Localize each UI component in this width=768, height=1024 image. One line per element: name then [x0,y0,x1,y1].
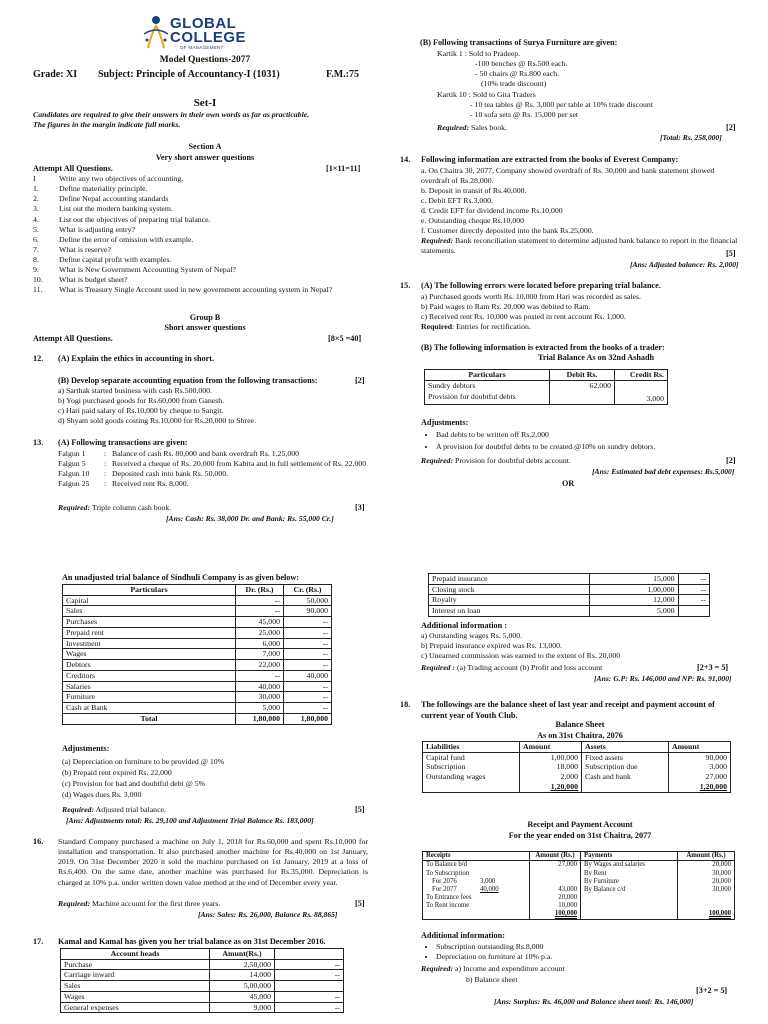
surya-line: (10% trade discount) [481,79,547,89]
question-item: 2. Define Nepal accounting standards [33,194,169,204]
full-marks-label: F.M.:75 [326,69,359,80]
section-a-title: Section A [188,142,222,151]
table-row: Debtors 22,000 -- [63,660,332,671]
q13-item: Falgun 1 : Balance of cash Rs. 80,000 and bank overdraft Rs. 1,25,000 [58,449,300,458]
q16-text: Standard Company purchased a machine on July 1, 2018 for Rs.60,000 and spent Rs.10,000 for installation and transportation. It also purchased another machine for Rs.40,000 on 1st January, 2019. On 31st December 2020 it sold the machine purchased on 1st January, 2019 at a loss of Rs.6,400. On the same date, another machine was purchased for Rs.35,000. Depreciation is charged at 10% p.a. under written down value method at the end of December every year. [58,837,368,887]
q15-item: a) Purchased goods worth Rs. 10,000 from Hari was recorded as sales. [421,292,641,301]
instructions [33,110,368,130]
tb-header: Particulars [425,370,550,381]
q14-number: 14. [400,155,411,164]
surya-lines [437,49,653,120]
table-row: Prepaid insurance 15,000 -- [429,574,710,585]
sindhuli-header: Dr. (Rs.) [236,585,284,596]
table-row: Closing stock 1,00,000 -- [429,584,710,595]
sindhuli-marks: [5] [355,805,365,814]
question-item: 5. What is adjusting entry? [33,224,136,234]
tb-header: Credit Rs. [615,370,668,381]
set-label: Set-I [193,97,217,109]
table-row: Cash at Bank 5,000 -- [63,703,332,714]
q13-part-a: (A) Following transactions are given: [58,438,188,447]
rp-header: Payments [581,852,678,861]
additional-item: • Subscription outstanding Rs.8,000 [436,942,552,952]
q17-title: Kamal and Kamal has given you her trial balance as on 31st December 2016. [58,937,326,946]
q13-answer: [Ans: Cash: Rs. 38,000 Dr. and Bank: Rs. 55,000 Cr.] [166,514,334,523]
q12-item: b) Yogi purchased goods for Rs.60,000 from Ganesh. [58,396,225,406]
q13-item: Falgun 5 : Received a cheque of Rs. 20,000 from Kabita and in full settlement of Rs. 22,000 [58,459,367,469]
question-item: 4. List out the objectives of preparing trial balance. [33,214,211,224]
instruction-line: Candidates are required to give their answers in their own words as far as practicable. [33,110,310,119]
table-row: 1,20,000 1,20,000 [423,782,731,793]
table-row: Purchase 2,50,000 -- [61,959,344,970]
logo-line-2: COLLEGE [170,29,247,46]
table-row: Investment 6,000 -- [63,638,332,649]
page-title: Model Questions-2077 [159,55,251,65]
group-b-attempt: Attempt All Questions. [33,334,113,343]
table-row: Carriage inward 14,000 -- [61,970,344,981]
q12-list [58,386,256,427]
additional-item: c) Unearned commission was earned to the extent of Rs. 20,000 [421,651,621,661]
bs-header: Assets [582,742,669,753]
table-row: Wages 7,000 -- [63,649,332,660]
section-a-subtitle: Very short answer questions [155,153,255,162]
adjustment-item: • A provision for doubtful debts to be created @10% on sundry debtors. [436,442,655,452]
q13-required: Required: Triple column cash book. [58,503,172,512]
surya-line: Kartik 1 : Sold to Pradeep. [437,49,521,58]
surya-marks: [2] [726,123,736,132]
logo-line-3: OF MANAGEMENT [180,45,224,50]
table-row: Furniture 30,000 -- [63,692,332,703]
q15-item: c) Received rent Rs. 10,000 was posted in rent account Rs. 1,000. [421,312,626,322]
bs-header: Amount [520,742,582,753]
adjustment-item: (a) Depreciation on furniture to be provided @ 10% [62,757,225,766]
q15-marks: [2] [726,456,736,465]
sindhuli-header: Particulars [63,585,236,596]
q14-required-label: Required: [421,235,454,245]
sindhuli-header: Cr. (Rs.) [284,585,332,596]
q18-required-b: b) Balance sheet [466,975,518,984]
cont-answer: [Ans: G.P: Rs. 146,000 and NP: Rs. 91,000] [594,674,732,683]
bs-header: Liabilities [423,742,520,753]
or-label: OR [562,479,575,488]
q15-number: 15. [400,281,411,290]
surya-title: (B) Following transactions of Surya Furniture are given: [420,38,618,47]
adjustment-item: (c) Provision for bad and doubtful debt @ 5% [62,778,206,788]
q14-list [421,166,739,256]
balance-sheet-date: As on 31st Chaitra, 2076 [537,731,623,740]
q14-item: e. Outstanding cheque Rs.10,000 [421,215,525,225]
continued-trial-table [428,573,710,617]
receipt-payment-date: For the year ended on 31st Chaitra, 2077 [508,831,652,840]
q14-required-text: Bank reconciliation statement to determine adjusted bank balance to report in the financial statements. [421,235,738,255]
surya-line: -100 benches @ Rs.500 each. [475,59,568,69]
q18-marks: [3+2 = 5] [696,986,728,995]
q12-item: a) Sarthak started business with cash Rs.500,000. [58,386,212,395]
college-logo [144,14,254,52]
question-item: 1. Define materiality principle. [33,184,148,194]
receipt-payment-table [422,851,735,920]
section-a-list [33,174,368,296]
bs-header: Amount [669,742,731,753]
sindhuli-answer: [Ans: Adjustments total: Rs. 29,100 and Adjustment Trial Balance Rs. 183,000] [66,816,314,825]
q12-number: 12. [33,354,44,363]
q18-answer: [Ans: Surplus: Rs. 46,000 and Balance sheet total: Rs. 146,000] [494,997,694,1006]
q18-number: 18. [400,700,411,709]
table-row: Sales 5,00,000 [61,981,344,992]
q17-header: Account heads [61,949,210,960]
q14-item: b. Deposit in transit of Rs.40,000. [421,185,527,195]
group-b-subtitle: Short answer questions [164,323,246,332]
q12-marks: [2] [355,376,365,385]
adjustment-item: • Bad debts to be written off Rs.2,000 [436,430,655,440]
table-row: Creditors -- 40,000 [63,670,332,681]
surya-line: - 50 chairs @ Rs.800 each. [475,69,560,79]
rp-header: Receipts [423,852,530,861]
q15-required-label: Required [421,322,453,332]
question-item: 8. Define capital profit with examples. [33,255,172,264]
table-row: Provision for doubtful debts 3,000 [425,390,668,404]
cont-additional [421,631,620,661]
balance-sheet-table [422,741,731,793]
q14-item: a. On Chaitra 30, 2077, Company showed overdraft of Rs. 30,000 and bank statement showed overdraft of Rs.28,000. [421,166,715,185]
rp-header: Amount (Rs.) [530,852,581,861]
tb-header: Debit Rs. [550,370,615,381]
additional-item: a) Outstanding wages Rs. 5,000. [421,631,523,640]
additional-item: b) Prepaid insurance expired was Rs. 13,000. [421,641,562,651]
question-item: 10. What is budget sheet? [33,275,128,285]
q18-title: The followings are the balance sheet of last year and receipt and payment account of current year of Youth Club. [421,700,715,720]
table-row: Purchases 45,000 -- [63,617,332,628]
subject-label: Subject: Principle of Accountancy-I (1031) [98,69,280,80]
table-row: General expenses 9,000 -- [61,1002,344,1013]
q13-item: Falgun 10 : Deposited cash into bank Rs. 50,000. [58,469,229,479]
q13-list [58,449,370,490]
table-row: Salaries 40,000 -- [63,681,332,692]
rp-header: Amount (Rs.) [678,852,735,861]
table-total-row: Total 1,80,000 1,80,000 [63,713,332,724]
instruction-line: The figures in the margin indicate full marks. [33,120,181,130]
group-b-marks: [8×5 =40] [328,334,362,343]
q13-marks: [3] [355,503,365,512]
adjustment-item: (b) Prepaid rent expired Rs. 22,000 [62,767,172,777]
table-row: To Balance b/d To Subscription For 2076 3,000 For 2077 40,000 To Entrance fees To Rent income 27,000 43,000 20,000 10,000 By Wages and salaries By Rent By Furniture By Balance c/d 20,000 30,000 20,000 30,000 [423,861,735,910]
q15-part-a: (A) The following errors were located before preparing trial balance. [421,281,661,290]
question-item: 3. List out the modern banking system. [33,204,173,214]
q18-additional [422,942,552,962]
sindhuli-table [62,584,332,725]
q16-marks: [5] [355,899,365,908]
trial-balance-title: Trial Balance As on 32nd Ashadh [538,353,655,362]
additional-item: • Depreciation on furniture at 10% p.a. [436,952,552,962]
table-row: Sales -- 90,000 [63,606,332,617]
q13-item: Falgun 25 : Received rent Rs. 8,000. [58,479,189,489]
table-row: Capital fund Subscription Outstanding wages 1,00,000 18,000 2,000 Fixed assets Subscription due Cash and bank 90,000 3,000 27,000 [423,752,731,782]
q17-header: Amunt(Rs.) [210,949,275,960]
q15-item: b) Paid wages to Ram Rs. 20,000 was debited to Ram. [421,302,591,312]
surya-total: [Total: Rs. 258,000] [660,133,722,142]
sindhuli-adjustments [62,757,224,801]
receipt-payment-title: Receipt and Payment Account [527,820,633,829]
q17-number: 17. [33,937,44,946]
table-row: Prepaid rent 25,000 -- [63,627,332,638]
q12-item: d) Shyam sold goods costing Rs.10,000 for Rs.20,000 to Shree. [58,416,256,426]
q16-number: 16. [33,837,44,846]
table-row: Sundry debtors 62,000 [425,380,668,390]
q14-item: d. Credit EFT for dividend income Rs.10,000 [421,205,563,215]
surya-line: Kartik 10 : Sold to Gita Traders [437,89,536,99]
q15-part-b: (B) The following information is extracted from the books of a trader: [421,343,665,352]
section-a-attempt: Attempt All Questions. [33,164,113,173]
cont-required: Required : (a) Trading account (b) Profit and loss account [421,663,603,672]
sindhuli-adjustments-title: Adjustments: [62,744,110,753]
q16-answer: [Ans: Sales: Rs. 26,000, Balance Rs. 88,865] [198,910,338,919]
table-row: Capital -- 50,000 [63,595,332,606]
q15-answer: [Ans: Estimated bad debt expenses: Rs.5,000] [592,467,735,476]
table-row: Interest on loan 5,000 [429,606,710,617]
cont-additional-title: Additional information : [421,621,507,630]
q15-adjustments-title: Adjustments: [421,418,469,427]
q14-marks: [5] [726,249,736,258]
q15-required2: Required: Provision for doubtful debts account. [421,456,571,465]
question-item: 7. What is reserve? [33,244,111,254]
section-a-marks: [1×11=11] [326,164,361,173]
adjustment-item: (d) Wages dues Rs. 3,000 [62,789,142,799]
table-row: 100,000 100,000 [423,910,735,919]
q15-required-text: : Entries for rectification. [452,322,531,332]
q18-required: Required: a) Income and expenditure account [421,964,565,973]
table-row: Royalty 12,000 -- [429,595,710,606]
q14-answer: [Ans: Adjusted balance: Rs. 2,000] [630,260,739,269]
question-item: 11. What is Treasury Single Account used in new government accounting system in Nepal? [33,285,333,295]
q13-number: 13. [33,438,44,447]
q14-item: f. Customer directly deposited into the bank Rs.25,000. [421,225,594,235]
q17-table [60,948,344,1013]
trial-balance-table [424,369,668,405]
question-item: I Write any two objectives of accounting. [33,174,184,183]
q12-item: c) Hari paid salary of Rs.10,000 by cheque to Sangit. [58,406,224,416]
table-row: Wages 45,000 -- [61,991,344,1002]
q15-adjustments [422,430,655,452]
logo-line-1: GLOBAL [170,15,237,32]
question-item: 9. What is New Government Accounting System of Nepal? [33,265,236,275]
q15-list [421,292,641,333]
cont-marks: [2+3 = 5] [697,663,729,672]
question-item: 6. Define the error of omission with example. [33,234,194,244]
grade-label: Grade: XI [33,69,78,80]
group-b-title: Group B [189,313,221,322]
q16-required: Required: Machine account for the first three years. [58,899,221,908]
q12-part-a: (A) Explain the ethics in accounting in short. [58,354,215,363]
q12-part-b: (B) Develop separate accounting equation from the following transactions: [58,376,318,385]
q14-title: Following information are extracted from the books of Everest Company: [421,155,679,164]
q14-item: c. Debit EFT Rs.3,000. [421,195,493,205]
q17-header [275,949,344,960]
surya-line: - 10 tea tables @ Rs. 3,000 per table at 10% trade discount [470,99,653,109]
q18-additional-title: Additional information: [421,931,505,940]
surya-required: Required: Sales book. [437,123,507,132]
sindhuli-required: Required: Adjusted trial balance. [62,805,166,814]
surya-line: - 10 sofa sets @ Rs. 15,000 per set [470,109,579,119]
balance-sheet-title: Balance Sheet [555,720,605,729]
sindhuli-title: An unadjusted trial balance of Sindhuli Company is as given below: [62,573,300,582]
logo-emblem-icon [144,14,168,50]
